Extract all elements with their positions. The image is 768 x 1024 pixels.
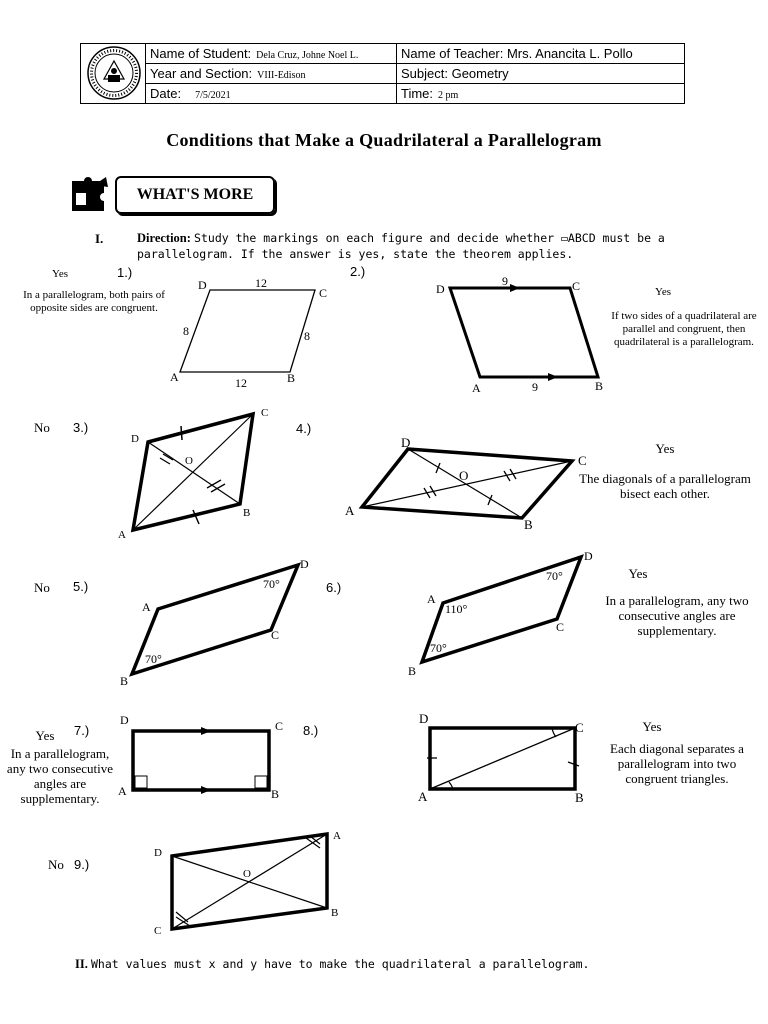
student-name-value: Dela Cruz, Johne Noel L. <box>256 50 359 61</box>
item4-number: 4.) <box>296 421 312 436</box>
figure-4 <box>340 433 590 533</box>
page-title: Conditions that Make a Quadrilateral a Parallelogram <box>166 130 602 150</box>
svg-text:70°: 70° <box>263 577 280 591</box>
figure-1 <box>165 275 335 390</box>
teacher-name-cell: Name of Teacher: Mrs. Anancita L. Pollo <box>397 44 685 64</box>
svg-text:A: A <box>170 370 179 384</box>
item5-number: 5.) <box>73 579 89 594</box>
student-name-cell: Name of Student: Dela Cruz, Johne Noel L. <box>146 44 397 64</box>
year-section-value: VIII-Edison <box>257 70 306 81</box>
svg-text:70°: 70° <box>546 569 563 583</box>
part2-question: II. What values must x and y have to make the quadrilateral a parallelogram. <box>75 957 590 971</box>
svg-text:C: C <box>578 453 587 468</box>
svg-text:C: C <box>271 628 280 642</box>
svg-text:D: D <box>154 847 162 859</box>
item8-answer: Yes <box>642 719 662 734</box>
item2-answer: Yes <box>654 286 671 298</box>
item6-reason: In a parallelogram, any two consecutive angles are supplementary. <box>605 593 749 638</box>
svg-text:D: D <box>131 433 139 445</box>
svg-text:B: B <box>575 790 584 805</box>
svg-text:C: C <box>319 286 328 300</box>
svg-text:B: B <box>595 379 604 393</box>
part1-numeral: I. <box>95 231 104 246</box>
time-cell: Time: 2 pm <box>397 84 685 104</box>
item7-reason: In a parallelogram, any two consecutive angles are supplementary. <box>6 746 114 806</box>
item9-number: 9.) <box>74 857 90 872</box>
item2-reason: If two sides of a quadrilateral are parallel and congruent, then quadrilateral is a parallelogram. <box>611 310 757 348</box>
svg-text:C: C <box>154 925 162 937</box>
svg-text:C: C <box>261 407 269 419</box>
figure-3 <box>115 402 280 542</box>
svg-text:C: C <box>275 719 284 733</box>
year-section-cell: Year and Section: VIII-Edison <box>146 64 397 84</box>
svg-text:A: A <box>333 830 341 842</box>
item6-number: 6.) <box>326 580 342 595</box>
svg-text:A: A <box>472 381 481 395</box>
item7-number: 7.) <box>74 723 90 738</box>
svg-text:A: A <box>345 503 355 518</box>
item2-number: 2.) <box>350 264 366 279</box>
item8-number: 8.) <box>303 723 319 738</box>
svg-text:B: B <box>120 674 129 688</box>
svg-text:O: O <box>459 468 469 483</box>
item1-answer: Yes <box>51 268 68 280</box>
svg-text:A: A <box>427 592 436 606</box>
svg-text:C: C <box>575 720 584 735</box>
svg-text:B: B <box>331 907 339 919</box>
item3-answer: No <box>34 420 50 435</box>
svg-text:8: 8 <box>304 329 310 343</box>
svg-text:D: D <box>120 713 129 727</box>
figure-6 <box>405 547 605 679</box>
svg-text:D: D <box>436 282 445 296</box>
svg-text:70°: 70° <box>145 652 162 666</box>
svg-text:B: B <box>271 787 280 801</box>
svg-text:D: D <box>401 435 411 450</box>
item7-answer: Yes <box>35 728 55 743</box>
puzzle-icon <box>70 175 110 213</box>
svg-text:O: O <box>185 455 193 467</box>
date-cell: Date: 7/5/2021 <box>146 84 397 104</box>
figure-9 <box>150 826 350 941</box>
svg-text:B: B <box>243 507 251 519</box>
whats-more-badge: WHAT'S MORE <box>115 176 275 214</box>
figure-8 <box>405 710 595 805</box>
item3-number: 3.) <box>73 420 89 435</box>
figure-2 <box>430 272 610 397</box>
svg-text:8: 8 <box>183 324 189 338</box>
svg-text:O: O <box>243 868 251 880</box>
svg-text:D: D <box>419 711 429 726</box>
svg-text:110°: 110° <box>445 602 468 616</box>
item5-answer: No <box>34 580 50 595</box>
student-info-table <box>80 43 685 104</box>
item4-answer: Yes <box>655 441 675 456</box>
subject-cell: Subject: Geometry <box>397 64 685 84</box>
date-value: 7/5/2021 <box>195 90 231 101</box>
svg-text:A: A <box>118 529 126 541</box>
svg-text:9: 9 <box>502 274 508 288</box>
svg-text:B: B <box>524 517 533 532</box>
svg-text:A: A <box>142 600 151 614</box>
svg-text:C: C <box>556 620 565 634</box>
svg-text:B: B <box>408 664 417 678</box>
time-value: 2 pm <box>438 90 459 101</box>
item6-answer: Yes <box>628 566 648 581</box>
svg-text:70°: 70° <box>430 641 447 655</box>
item1-number: 1.) <box>117 265 133 280</box>
part1-direction: Direction: Study the markings on each figure and decide whether ▭ABCD must be a parallelogram. If the answer is yes, state the theorem applies. <box>137 231 665 261</box>
svg-text:D: D <box>584 549 593 563</box>
svg-text:B: B <box>287 371 296 385</box>
item1-reason: In a parallelogram, both pairs of opposite sides are congruent. <box>23 289 165 314</box>
svg-text:C: C <box>572 279 581 293</box>
svg-text:D: D <box>198 278 207 292</box>
item4-reason: The diagonals of a parallelogram bisect each other. <box>579 471 751 501</box>
item9-answer: No <box>48 857 64 872</box>
item8-reason: Each diagonal separates a parallelogram into two congruent triangles. <box>610 741 744 786</box>
svg-text:12: 12 <box>235 376 247 390</box>
figure-7 <box>115 710 295 805</box>
svg-text:A: A <box>118 784 127 798</box>
svg-text:D: D <box>300 557 309 571</box>
svg-text:9: 9 <box>532 380 538 394</box>
figure-5 <box>115 557 325 689</box>
svg-text:12: 12 <box>255 276 267 290</box>
svg-text:A: A <box>418 789 428 804</box>
